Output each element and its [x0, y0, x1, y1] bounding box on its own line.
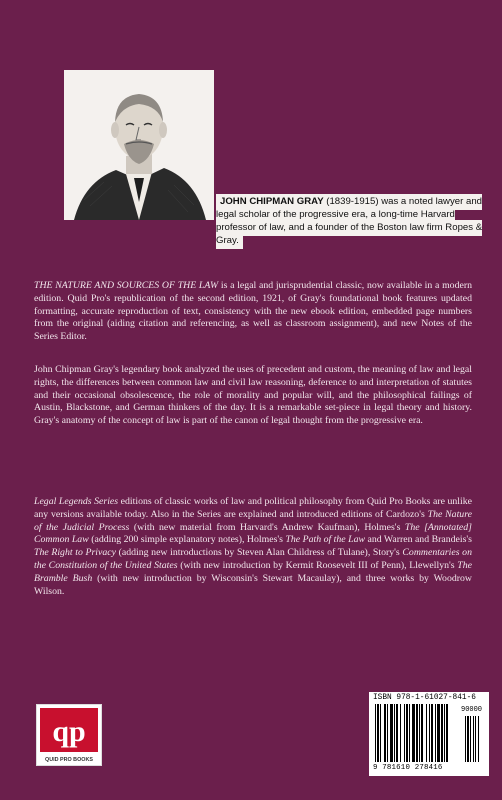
- barcode-bar: [446, 704, 448, 762]
- addon-bar: [467, 716, 469, 762]
- series-title: Commentaries on the Constitution of the United States: [34, 547, 472, 572]
- barcode-bar: [429, 704, 430, 762]
- barcode-bar: [387, 704, 388, 762]
- barcode-bar: [421, 704, 423, 762]
- isbn-label: ISBN 978-1-61027-841-6: [373, 694, 476, 702]
- addon-bar: [478, 716, 479, 762]
- logo-label: QUID PRO BOOKS: [45, 757, 93, 763]
- barcode-bar: [431, 704, 433, 762]
- description-text-1: is a legal and jurisprudential classic, now available in a modern edition. Quid Pro's republication of the second edition, 1921, of Gray's foundational book features updated formatting, accurate reproduction of text, consistency with the new ebook edition, embedded page numbers from the original (aiding citation and referencing, as well as classroom assignment), and new Notes of the Series Editor.: [34, 280, 472, 343]
- description-paragraph-1: [34, 280, 472, 344]
- barcode-bar: [416, 704, 418, 762]
- barcode-bar: [375, 704, 376, 762]
- price-code: 90000: [461, 706, 483, 714]
- series-name: Legal Legends Series: [34, 496, 119, 507]
- series-text: editions of classic works of law and political philosophy from Quid Pro Books are unlike any versions available today. Also in the Series are explained and introduced editions of Cardozo's: [34, 496, 472, 520]
- barcode-digits: 9 781610 278416: [373, 764, 443, 772]
- addon-bar: [473, 716, 474, 762]
- series-title: The Bramble Bush: [34, 560, 472, 584]
- series-text: (with new material from Harvard's Andrew Kaufman), Holmes's: [129, 521, 405, 533]
- author-name: JOHN CHIPMAN GRAY: [220, 196, 324, 207]
- barcode-bar: [377, 704, 379, 762]
- barcode-bar: [396, 704, 398, 762]
- logo-letters: qp: [52, 715, 86, 748]
- barcode-bar: [380, 704, 381, 762]
- barcode-bar: [409, 704, 410, 762]
- barcode-bar: [384, 704, 386, 762]
- series-title: The Path of the Law: [285, 534, 365, 546]
- author-portrait: [64, 70, 214, 220]
- barcode-bar: [390, 704, 393, 762]
- barcode-bar: [444, 704, 445, 762]
- barcode-bar: [419, 704, 420, 762]
- portrait-engraving: [64, 70, 214, 220]
- publisher-logo: [36, 704, 102, 766]
- barcode-bar: [394, 704, 395, 762]
- series-text: (with new introduction by Kermit Roosevelt III of Penn), Llewellyn's: [177, 560, 458, 572]
- author-bio: (1839-1915) was a noted lawyer and legal scholar of the progressive era, a long-time Harvard professor of law, and a founder of the Boston law firm Ropes & Gray.: [216, 196, 483, 246]
- addon-bar: [465, 716, 466, 762]
- barcode-bar: [441, 704, 443, 762]
- description-text-2: John Chipman Gray's legendary book analyzed the uses of precedent and custom, the meaning of law and legal rights, the differences between common law and civil law reasoning, deference to and interpretation of statutes and their occasional obsolescence, the role of morality and popular will, and the philosophical failings of Austin, Blackstone, and German thinkers of the day. It is a remarkable set-piece in legal theory and history. Gray's anatomy of the concept of law is part of the canon of legal thought from the progressive era.: [34, 364, 472, 427]
- barcode-bar: [435, 704, 436, 762]
- barcode-bar: [400, 704, 401, 762]
- series-title: The [Annotated] Common Law: [34, 521, 472, 546]
- barcode-bar: [426, 704, 427, 762]
- description-paragraph-2: [34, 364, 472, 428]
- series-title: The Right to Privacy: [34, 547, 116, 559]
- barcode-bar: [412, 704, 415, 762]
- series-text: (adding new introductions by Steven Alan Childress of Tulane), Story's: [115, 547, 403, 559]
- barcode-bar: [404, 704, 405, 762]
- addon-bar: [475, 716, 476, 762]
- barcode-bar: [406, 704, 408, 762]
- quid-pro-books-logo: [37, 705, 101, 765]
- series-text: and Warren and Brandeis's: [365, 534, 472, 546]
- series-text: (adding 200 simple explanatory notes), Holmes's: [88, 534, 286, 546]
- book-title: THE NATURE AND SOURCES OF THE LAW: [34, 280, 219, 291]
- addon-bar: [470, 716, 471, 762]
- barcode-bar: [437, 704, 440, 762]
- isbn-barcode: [369, 692, 489, 776]
- series-title: The Nature of the Judicial Process: [34, 508, 472, 533]
- author-caption: [216, 196, 486, 248]
- series-paragraph: [34, 496, 472, 599]
- series-text: (with new introduction by Wisconsin's Stewart Macaulay), and three works by Woodrow Wilson.: [34, 572, 472, 597]
